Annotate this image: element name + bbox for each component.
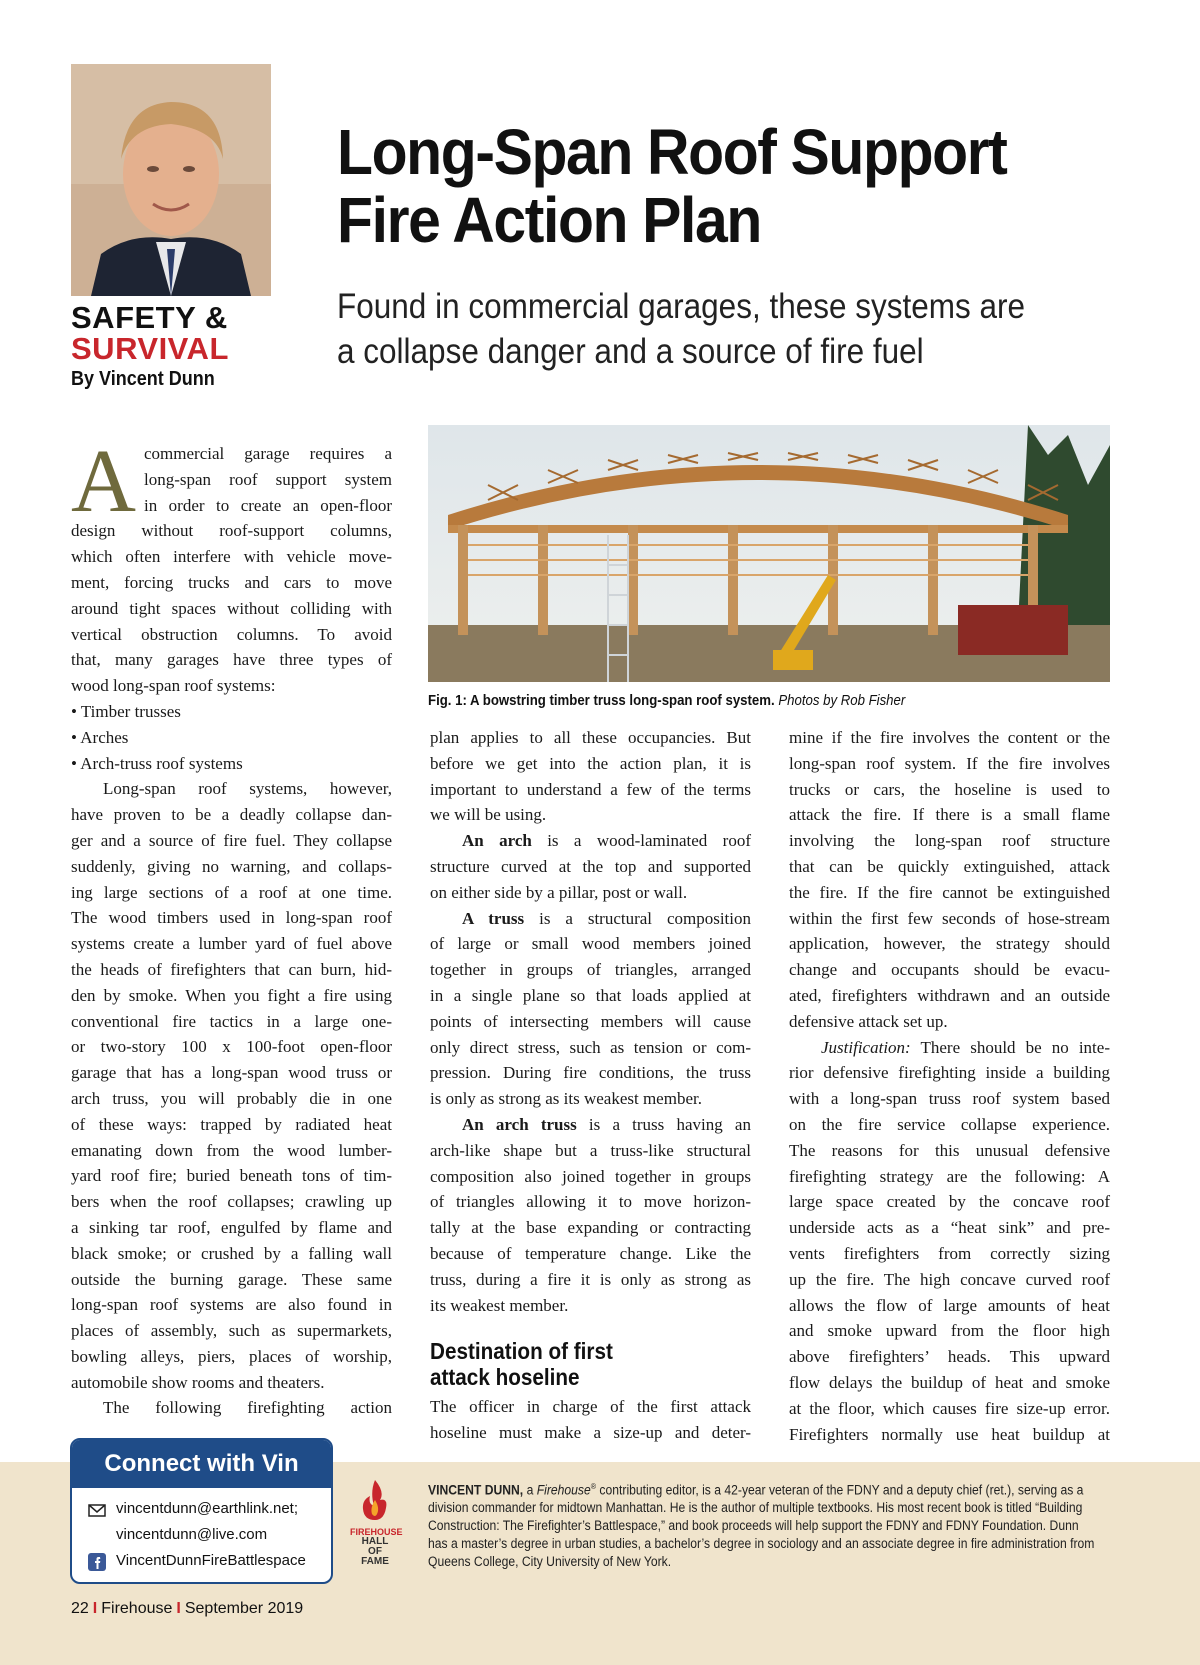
text-line: den by smoke. When you fight a fire using	[71, 985, 392, 1005]
text-fragment: is a truss having an	[576, 1114, 751, 1134]
text-line: The officer in charge of the first attack	[430, 1397, 751, 1417]
text-line: of these ways: trapped by radiated heat	[71, 1114, 392, 1134]
text-line: above firefighters’ heads. This upward	[789, 1347, 1110, 1367]
text-line: important to understand a few of the terms	[430, 779, 751, 799]
text-line: change and occupants should be evacu-	[789, 960, 1110, 980]
term-arch-truss: An arch truss	[462, 1114, 577, 1134]
text-line: places of assembly, such as supermarkets,	[71, 1321, 392, 1341]
hall-of-fame-logo	[350, 1478, 403, 1578]
text-line: black smoke; or crushed by a falling wall	[71, 1243, 392, 1263]
text-line: on the fire service collapse experience.	[789, 1114, 1110, 1134]
text-line: is only as strong as its weakest member.	[430, 1089, 702, 1109]
connect-title: Connect with Vin	[72, 1440, 331, 1488]
text-line: automobile show rooms and theaters.	[71, 1372, 325, 1392]
text-line: ger and a source of fire fuel. They collapse	[71, 830, 392, 850]
byline: By Vincent Dunn	[71, 368, 215, 390]
registered-mark: ®	[590, 1482, 597, 1491]
headline-line-1: Long-Span Roof Support	[337, 116, 1007, 188]
bio-line: division commander for midtown Manhattan. He is the author of multiple textbooks. His most recent book is titled “Building	[428, 1500, 1083, 1516]
text-line: ing large sections of a roof at one time.	[71, 882, 392, 902]
text-line: defensive attack set up.	[789, 1011, 948, 1031]
hof-of: OF	[368, 1546, 382, 1557]
subhead-line-1: Destination of first	[430, 1338, 613, 1365]
folio-separator: I	[176, 1600, 181, 1617]
text-line: pression. During fire conditions, the truss	[430, 1063, 751, 1083]
text-line: long-span roof system. If the fire involves	[789, 753, 1110, 773]
text-line: have proven to be a deadly collapse dan-	[71, 805, 392, 825]
text-line: we will be using.	[430, 805, 547, 825]
text-line: within the first few seconds of hose-stream	[789, 908, 1110, 928]
magazine-name: Firehouse	[101, 1600, 173, 1617]
caption-text: Fig. 1: A bowstring timber truss long-span roof system.	[428, 692, 775, 709]
subhead	[430, 1338, 719, 1390]
text-line: attack the fire. If there is a small flame	[789, 805, 1110, 825]
text-line: design without roof-support columns,	[71, 521, 392, 541]
text-line: around tight spaces without colliding with	[71, 598, 392, 618]
text-line: which often interfere with vehicle move-	[71, 547, 392, 567]
article-deck	[337, 284, 1075, 374]
text-line: or two-story 100 x 100-foot open-floor	[71, 1037, 392, 1057]
hof-firehouse: FIREHOUSE	[350, 1527, 403, 1537]
email-address-1: vincentdunn@earthlink.net;	[116, 1500, 299, 1517]
text-line: truss, during a fire it is only as strong as	[430, 1269, 751, 1289]
text-line: of large or small wood members joined	[430, 934, 751, 954]
text-line: rior defensive firefighting inside a building	[789, 1063, 1110, 1083]
section-label-safety: SAFETY &	[71, 300, 228, 335]
text-line: flow delays the buildup of heat and smoke	[789, 1372, 1110, 1392]
figure-caption	[428, 692, 1044, 709]
text-line: tally at the base expanding or contracting	[430, 1218, 751, 1238]
text-line: vertical obstruction columns. To avoid	[71, 624, 392, 644]
text-line: mine if the fire involves the content or the	[789, 728, 1110, 747]
hof-fame: FAME	[361, 1556, 389, 1567]
text-line: suddenly, giving no warning, and collaps-	[71, 856, 392, 876]
issue-date: September 2019	[184, 1600, 304, 1617]
text-line: the fire. If the fire cannot be extinguished	[789, 882, 1110, 902]
text-line: long-span roof support system	[144, 469, 392, 489]
term-definition-line	[430, 828, 751, 854]
text-line: arch-like shape but a truss-like structural	[430, 1140, 751, 1160]
text-line: that can be quickly extinguished, attack	[789, 856, 1110, 876]
bowstring-truss-photo	[428, 425, 1110, 682]
headline-line-2: Fire Action Plan	[337, 184, 761, 256]
text-line: with a long-span truss roof system based	[789, 1089, 1110, 1109]
text-line: The following firefighting action	[103, 1398, 392, 1418]
hall-of-fame-text	[350, 1527, 403, 1567]
text-line: bers when the roof collapses; crawling up	[71, 1192, 392, 1212]
deck-line-1: Found in commercial garages, these systems are	[337, 287, 1026, 326]
page-number: 22	[71, 1600, 89, 1617]
text-line: a sinking tar roof, engulfed by flame and	[71, 1217, 392, 1237]
text-line: application, however, the strategy should	[789, 934, 1110, 954]
text-line: the heads of firefighters that can burn, hid-	[71, 959, 392, 979]
text-fragment: a	[523, 1482, 537, 1498]
bio-line: Construction: The Firefighter’s Battlespace,” and book proceeds will help support the FDNY and FDNY Foundation. Dunn	[428, 1518, 1079, 1534]
text-line: because of temperature change. Like the	[430, 1243, 751, 1263]
article-column-3	[789, 725, 1110, 1447]
bio-publication: Firehouse	[536, 1482, 591, 1498]
email-address-2: vincentdunn@live.com	[116, 1526, 268, 1543]
text-line: Long-span roof systems, however,	[103, 779, 392, 799]
bullet-item: • Arch-truss roof systems	[71, 753, 243, 773]
column-section-label	[71, 302, 229, 364]
term-justification: Justification:	[821, 1037, 911, 1057]
facebook-icon	[88, 1553, 106, 1569]
article-headline	[337, 118, 1091, 254]
text-line: of triangles allowing it to move horizon-	[430, 1192, 751, 1212]
section-label-survival: SURVIVAL	[71, 331, 229, 366]
bullet-item: • Timber trusses	[71, 701, 181, 721]
connect-box	[70, 1438, 333, 1584]
term-definition-line	[430, 1112, 751, 1138]
bio-line	[428, 1478, 1084, 1499]
text-line: structure curved at the top and supported	[430, 856, 751, 876]
text-line: points of intersecting members will cause	[430, 1011, 751, 1031]
text-fragment: contributing editor, is a 42-year veteran of the FDNY and a deputy chief (ret.), serving as a	[596, 1482, 1084, 1498]
text-line: ated, firefighters withdrawn and an outside	[789, 985, 1110, 1005]
term-arch: An arch	[462, 831, 532, 851]
article-column-2	[430, 725, 751, 1446]
text-line: commercial garage requires a	[144, 444, 392, 463]
text-fragment: is a structural composition	[524, 908, 752, 928]
text-line: in order to create an open-floor	[144, 495, 392, 515]
text-fragment: There should be no inte-	[910, 1037, 1110, 1057]
subhead-line-2: attack hoseline	[430, 1364, 580, 1391]
text-line: garage that has a long-span wood truss or	[71, 1063, 392, 1083]
author-portrait	[71, 64, 271, 296]
text-line: composition also joined together in groups	[430, 1166, 751, 1186]
email-link-1[interactable]	[72, 1496, 331, 1522]
text-line: up the fire. The high concave curved roof	[789, 1269, 1110, 1289]
bio-line: has a master’s degree in urban studies, a bachelor’s degree in sociology and an associate degree in fire administration from	[428, 1535, 1095, 1551]
text-line: arch truss, you will probably die in one	[71, 1088, 392, 1108]
text-line: on either side by a pillar, post or wall.	[430, 882, 688, 902]
text-fragment: is a wood-laminated roof	[531, 831, 751, 851]
term-definition-line	[430, 906, 751, 932]
hof-hall: HALL	[361, 1536, 389, 1547]
justification-line	[789, 1035, 1110, 1061]
text-line: plan applies to all these occupancies. But	[430, 728, 751, 747]
author-bio	[428, 1478, 1112, 1570]
folio-separator: I	[92, 1600, 98, 1617]
facebook-link[interactable]	[72, 1548, 331, 1574]
envelope-icon	[88, 1501, 106, 1517]
text-line: conventional fire tactics in a large one-	[71, 1011, 392, 1031]
text-line: systems create a lumber yard of fuel above	[71, 934, 392, 954]
facebook-page: VincentDunnFireBattlespace	[116, 1552, 306, 1569]
text-line: before we get into the action plan, it is	[430, 753, 751, 773]
text-line: its weakest member.	[430, 1295, 569, 1315]
text-line: vents firefighters from correctly sizing	[789, 1243, 1110, 1263]
article-column-1	[71, 432, 392, 1421]
text-line: in a single plane so that loads applied at	[430, 985, 751, 1005]
text-line: outside the burning garage. These same	[71, 1269, 392, 1289]
text-line: that, many garages have three types of	[71, 650, 392, 670]
text-line: together in groups of triangles, arranged	[430, 960, 751, 980]
text-line: and smoke upward from the floor high	[789, 1321, 1110, 1341]
drop-cap: A	[71, 432, 136, 531]
bio-name: VINCENT DUNN,	[428, 1482, 524, 1498]
text-line: only direct stress, such as tension or com-	[430, 1037, 751, 1057]
text-line: involving the long-span roof structure	[789, 831, 1110, 851]
text-line: Firefighters normally use heat buildup at	[789, 1424, 1110, 1444]
flame-icon	[350, 1478, 400, 1522]
text-line: The reasons for this unusual defensive	[789, 1140, 1110, 1160]
text-line: bowling alleys, piers, places of worship,	[71, 1346, 392, 1366]
photo-credit: Photos by Rob Fisher	[778, 692, 906, 709]
text-line: yard roof fire; buried beneath tons of tim-	[71, 1166, 392, 1186]
text-line: ment, forcing trucks and cars to move	[71, 572, 392, 592]
text-line: long-span roof systems are also found in	[71, 1295, 392, 1315]
bullet-item: • Arches	[71, 727, 129, 747]
text-line: The wood timbers used in long-span roof	[71, 908, 392, 928]
text-line: wood long-span roof systems:	[71, 676, 276, 696]
deck-line-2: a collapse danger and a source of fire fuel	[337, 332, 924, 371]
text-line: large space created by the concave roof	[789, 1192, 1110, 1212]
email-link-2[interactable]	[72, 1522, 331, 1548]
text-line: emanating down from the wood lumber-	[71, 1140, 392, 1160]
text-line: allows the flow of large amounts of heat	[789, 1295, 1110, 1315]
text-line: underside acts as a “heat sink” and pre-	[789, 1218, 1110, 1238]
text-line: firefighting strategy are the following: A	[789, 1166, 1110, 1186]
text-line: at the floor, which causes fire size-up error.	[789, 1398, 1110, 1418]
text-line: hoseline must make a size-up and deter-	[430, 1423, 751, 1443]
term-truss: A truss	[462, 908, 525, 928]
page-folio	[71, 1600, 303, 1618]
bio-line: Queens College, City University of New York.	[428, 1553, 672, 1569]
text-line: trucks or cars, the hoseline is used to	[789, 779, 1110, 799]
